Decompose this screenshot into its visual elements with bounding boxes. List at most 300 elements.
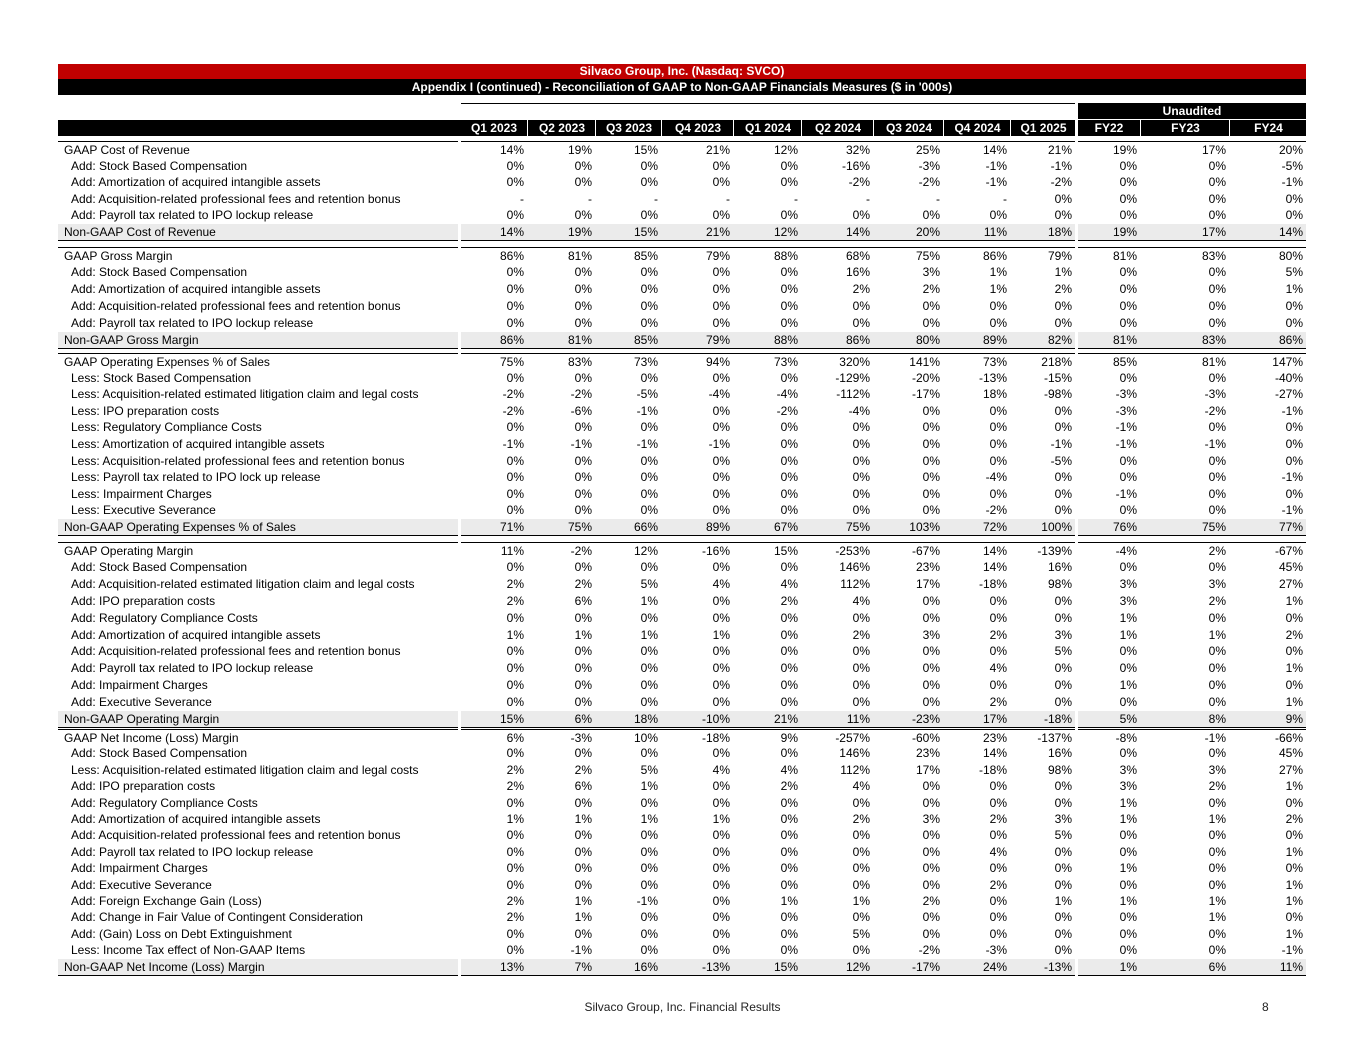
fy-gap xyxy=(1075,642,1078,660)
cell-value: 5% xyxy=(1119,712,1137,726)
cell-value: 0% xyxy=(780,470,798,485)
cell-value: 0% xyxy=(922,420,940,435)
cell-value: 0% xyxy=(1119,470,1137,485)
row-label: Non-GAAP Net Income (Loss) Margin xyxy=(64,959,265,974)
cell-value: 19% xyxy=(567,225,592,239)
cell-value: 0% xyxy=(712,265,730,279)
cell-value: -5% xyxy=(1281,158,1303,173)
cell-value: 2% xyxy=(922,894,940,908)
cell-value: 1% xyxy=(640,812,658,826)
cell-value: 86% xyxy=(1278,333,1303,347)
cell-value: 1% xyxy=(1285,593,1303,608)
cell-value: 0% xyxy=(852,503,870,518)
cell-value: 8% xyxy=(1208,712,1226,726)
cell-value: 5% xyxy=(1054,828,1072,843)
cell-value: 9% xyxy=(780,731,798,745)
cell-value: 0% xyxy=(922,453,940,468)
cell-value: -2% xyxy=(918,943,940,958)
table-row xyxy=(58,926,1306,942)
cell-value: 0% xyxy=(1119,158,1137,173)
cell-value: 83% xyxy=(1201,333,1226,347)
cell-value: 5% xyxy=(640,762,658,777)
cell-value: 0% xyxy=(1208,695,1226,710)
table-row xyxy=(58,419,1306,435)
cell-value: 81% xyxy=(1112,333,1137,347)
row-label: Add: Change in Fair Value of Contingent Consideration xyxy=(71,910,363,925)
cell-value: 0% xyxy=(1208,282,1226,296)
cell-value: 0% xyxy=(574,316,592,330)
cell-value: - xyxy=(1003,191,1007,206)
table-row xyxy=(58,877,1306,893)
cell-value: 11% xyxy=(983,225,1007,239)
cell-value: -8% xyxy=(1115,731,1137,745)
cell-value: 17% xyxy=(915,576,940,591)
table-row xyxy=(58,453,1306,469)
cell-value: 0% xyxy=(1208,175,1226,190)
cell-value: -16% xyxy=(701,544,730,558)
cell-value: 0% xyxy=(574,877,592,892)
cell-value: 0% xyxy=(1119,943,1137,958)
cell-value: 1% xyxy=(506,627,524,642)
cell-value: 14% xyxy=(982,544,1007,558)
label-gap xyxy=(458,280,461,298)
label-gap xyxy=(458,468,461,486)
cell-value: 12% xyxy=(845,959,870,974)
cell-value: 0% xyxy=(1119,910,1137,925)
cell-value: 0% xyxy=(1054,795,1072,810)
cell-value: 0% xyxy=(1208,877,1226,892)
cell-value: 0% xyxy=(506,453,524,468)
row-label: Add: Amortization of acquired intangible assets xyxy=(71,282,321,296)
cell-value: - xyxy=(588,191,592,206)
cell-value: 0% xyxy=(922,844,940,859)
cell-value: 0% xyxy=(506,316,524,330)
cell-value: 3% xyxy=(1119,576,1137,591)
cell-value: 86% xyxy=(499,333,524,347)
cell-value: 0% xyxy=(506,470,524,485)
row-label: Non-GAAP Operating Margin xyxy=(64,712,220,726)
cell-value: 0% xyxy=(1054,503,1072,518)
cell-value: 15% xyxy=(633,143,658,157)
cell-value: 0% xyxy=(780,844,798,859)
cell-value: 2% xyxy=(1208,544,1226,558)
fy-gap xyxy=(1075,558,1078,576)
cell-value: 0% xyxy=(574,610,592,625)
cell-value: 71% xyxy=(499,520,524,534)
total-row xyxy=(58,959,1306,976)
cell-value: 0% xyxy=(780,437,798,451)
cell-value: 66% xyxy=(633,520,658,534)
cell-value: 19% xyxy=(567,143,592,157)
cell-value: 0% xyxy=(640,503,658,518)
cell-value: 0% xyxy=(1285,644,1303,659)
cell-value: 0% xyxy=(922,861,940,876)
cell-value: 0% xyxy=(989,861,1007,876)
cell-value: 0% xyxy=(506,678,524,693)
table-row xyxy=(58,469,1306,485)
fy-gap xyxy=(1075,485,1078,503)
cell-value: -1% xyxy=(1050,158,1072,173)
cell-value: 9% xyxy=(1285,712,1303,726)
cell-value: 0% xyxy=(1208,370,1226,385)
cell-value: 0% xyxy=(506,208,524,223)
row-label: Non-GAAP Operating Expenses % of Sales xyxy=(64,520,296,534)
cell-value: 4% xyxy=(780,762,798,777)
cell-value: -27% xyxy=(1274,387,1303,402)
cell-value: -18% xyxy=(1043,712,1072,726)
cell-value: -3% xyxy=(1204,387,1226,402)
cell-value: 3% xyxy=(1054,627,1072,642)
row-label: Add: (Gain) Loss on Debt Extinguishment xyxy=(71,926,292,941)
row-label: Less: Regulatory Compliance Costs xyxy=(71,420,262,435)
cell-value: 0% xyxy=(922,926,940,941)
cell-value: -1% xyxy=(1204,437,1226,451)
cell-value: 0% xyxy=(640,316,658,330)
cell-value: 0% xyxy=(989,420,1007,435)
cell-value: 21% xyxy=(705,225,730,239)
cell-value: 0% xyxy=(852,610,870,625)
table-row xyxy=(58,694,1306,710)
cell-value: 79% xyxy=(705,249,730,263)
cell-value: -1% xyxy=(985,175,1007,190)
row-label: GAAP Operating Expenses % of Sales xyxy=(64,355,270,369)
cell-value: 1% xyxy=(640,779,658,794)
cell-value: 0% xyxy=(640,158,658,173)
cell-value: 0% xyxy=(712,910,730,925)
fy-gap xyxy=(1075,925,1078,943)
row-label: Less: Acquisition-related estimated litigation claim and legal costs xyxy=(71,387,419,402)
column-header: Q1 2025 xyxy=(1010,120,1076,136)
cell-value: 5% xyxy=(852,926,870,941)
cell-value: 0% xyxy=(989,593,1007,608)
total-row xyxy=(58,711,1306,728)
cell-value: -13% xyxy=(701,959,730,974)
cell-value: -2% xyxy=(570,387,592,402)
cell-value: 0% xyxy=(1054,403,1072,418)
cell-value: 0% xyxy=(712,661,730,676)
cell-value: 0% xyxy=(712,470,730,485)
cell-value: 13% xyxy=(499,959,524,974)
cell-value: 2% xyxy=(852,812,870,826)
cell-value: 21% xyxy=(773,712,798,726)
cell-value: -1% xyxy=(1281,403,1303,418)
cell-value: 1% xyxy=(506,812,524,826)
cell-value: 2% xyxy=(989,812,1007,826)
cell-value: 25% xyxy=(915,143,940,157)
cell-value: 0% xyxy=(712,844,730,859)
row-label: Add: Foreign Exchange Gain (Loss) xyxy=(71,894,262,908)
total-row xyxy=(58,519,1306,536)
header-gap xyxy=(1075,119,1078,137)
cell-value: 0% xyxy=(506,282,524,296)
cell-value: 0% xyxy=(712,943,730,958)
cell-value: 0% xyxy=(712,559,730,574)
cell-value: 14% xyxy=(1278,225,1303,239)
cell-value: -1% xyxy=(1050,437,1072,451)
cell-value: 0% xyxy=(1119,299,1137,313)
column-header: Q2 2024 xyxy=(801,120,874,136)
cell-value: 0% xyxy=(506,486,524,501)
cell-value: 14% xyxy=(845,225,870,239)
cell-value: 0% xyxy=(1208,926,1226,941)
cell-value: 0% xyxy=(780,299,798,313)
cell-value: 6% xyxy=(574,779,592,794)
cell-value: 0% xyxy=(640,910,658,925)
cell-value: 73% xyxy=(982,355,1007,369)
cell-value: 0% xyxy=(712,175,730,190)
table-row xyxy=(58,502,1306,518)
fy-gap xyxy=(1075,575,1078,593)
label-gap xyxy=(458,592,461,610)
fy-gap xyxy=(1075,402,1078,420)
cell-value: 6% xyxy=(574,712,592,726)
fy-gap xyxy=(1075,369,1078,387)
cell-value: 2% xyxy=(1285,627,1303,642)
cell-value: 2% xyxy=(989,877,1007,892)
cell-value: 0% xyxy=(989,403,1007,418)
label-gap xyxy=(458,777,461,795)
cell-value: 0% xyxy=(1119,559,1137,574)
cell-value: 0% xyxy=(1285,861,1303,876)
cell-value: 0% xyxy=(574,470,592,485)
row-label: Less: Income Tax effect of Non-GAAP Items xyxy=(71,943,306,958)
cell-value: 0% xyxy=(1054,593,1072,608)
cell-value: 11% xyxy=(500,544,524,558)
row-label: Less: Stock Based Compensation xyxy=(71,370,252,385)
cell-value: 0% xyxy=(640,844,658,859)
cell-value: 0% xyxy=(712,420,730,435)
cell-value: 4% xyxy=(712,576,730,591)
cell-value: 0% xyxy=(1119,695,1137,710)
table-row xyxy=(58,942,1306,958)
cell-value: 3% xyxy=(1119,779,1137,794)
cell-value: 0% xyxy=(1208,828,1226,843)
total-row xyxy=(58,224,1306,241)
cell-value: 0% xyxy=(712,828,730,843)
table-row xyxy=(58,593,1306,609)
cell-value: 1% xyxy=(574,894,592,908)
cell-value: 0% xyxy=(780,877,798,892)
cell-value: 0% xyxy=(506,559,524,574)
cell-value: 0% xyxy=(852,299,870,313)
cell-value: 0% xyxy=(780,812,798,826)
cell-value: 0% xyxy=(1054,678,1072,693)
cell-value: 0% xyxy=(922,593,940,608)
cell-value: 0% xyxy=(712,593,730,608)
cell-value: 0% xyxy=(1119,175,1137,190)
cell-value: 0% xyxy=(780,158,798,173)
table-row xyxy=(58,893,1306,909)
cell-value: 0% xyxy=(852,453,870,468)
cell-value: 0% xyxy=(1054,877,1072,892)
table-row xyxy=(58,827,1306,843)
cell-value: -1% xyxy=(1115,486,1137,501)
cell-value: 0% xyxy=(922,678,940,693)
cell-value: 0% xyxy=(780,746,798,761)
cell-value: 0% xyxy=(989,795,1007,810)
cell-value: 0% xyxy=(640,208,658,223)
cell-value: 1% xyxy=(1285,894,1303,908)
cell-value: 17% xyxy=(1201,143,1226,157)
cell-value: 0% xyxy=(640,610,658,625)
fy-gap xyxy=(1075,659,1078,677)
cell-value: 0% xyxy=(574,926,592,941)
cell-value: 2% xyxy=(780,593,798,608)
label-gap xyxy=(458,223,461,241)
cell-value: 1% xyxy=(1208,627,1226,642)
cell-value: 0% xyxy=(780,610,798,625)
cell-value: 80% xyxy=(915,333,940,347)
table-row xyxy=(58,576,1306,592)
fy-gap xyxy=(1075,876,1078,894)
cell-value: 2% xyxy=(506,762,524,777)
cell-value: -2% xyxy=(985,503,1007,518)
cell-value: 0% xyxy=(1208,861,1226,876)
cell-value: 45% xyxy=(1278,746,1303,761)
cell-value: 75% xyxy=(499,355,524,369)
cell-value: 19% xyxy=(1112,143,1137,157)
cell-value: 0% xyxy=(780,910,798,925)
cell-value: 0% xyxy=(574,453,592,468)
cell-value: 0% xyxy=(1054,299,1072,313)
cell-value: 2% xyxy=(506,910,524,925)
cell-value: 0% xyxy=(1119,877,1137,892)
fy-gap xyxy=(1075,794,1078,812)
fy-gap xyxy=(1075,826,1078,844)
table-row xyxy=(58,729,1306,746)
column-header: Q2 2023 xyxy=(527,120,596,136)
cell-value: 0% xyxy=(712,316,730,330)
cell-value: 83% xyxy=(567,355,592,369)
cell-value: 0% xyxy=(712,695,730,710)
cell-value: 0% xyxy=(922,644,940,659)
cell-value: 0% xyxy=(922,503,940,518)
cell-value: 2% xyxy=(1208,779,1226,794)
fy-gap xyxy=(1075,518,1078,536)
fy-gap xyxy=(1075,223,1078,241)
cell-value: 2% xyxy=(574,762,592,777)
cell-value: 112% xyxy=(840,762,870,777)
header-rule xyxy=(461,103,1075,104)
table-row xyxy=(58,141,1306,158)
row-label: Add: Acquisition-related professional fees and retention bonus xyxy=(71,828,401,843)
cell-value: 0% xyxy=(1054,470,1072,485)
cell-value: 0% xyxy=(780,486,798,501)
table-row xyxy=(58,158,1306,174)
label-gap xyxy=(458,761,461,779)
cell-value: 0% xyxy=(1119,208,1137,223)
cell-value: 3% xyxy=(922,265,940,279)
cell-value: 0% xyxy=(780,175,798,190)
cell-value: 1% xyxy=(1119,610,1137,625)
cell-value: 0% xyxy=(780,453,798,468)
cell-value: -2% xyxy=(1204,403,1226,418)
cell-value: 0% xyxy=(1208,158,1226,173)
cell-value: 0% xyxy=(574,844,592,859)
cell-value: 0% xyxy=(852,910,870,925)
cell-value: 0% xyxy=(1208,265,1226,279)
cell-value: 1% xyxy=(1054,894,1072,908)
label-gap xyxy=(458,941,461,959)
cell-value: 0% xyxy=(1208,610,1226,625)
cell-value: 0% xyxy=(640,644,658,659)
label-gap xyxy=(458,369,461,387)
row-label: Add: Acquisition-related professional fees and retention bonus xyxy=(71,191,401,206)
cell-value: 0% xyxy=(640,420,658,435)
cell-value: 0% xyxy=(780,282,798,296)
cell-value: 2% xyxy=(506,576,524,591)
table-row xyxy=(58,860,1306,876)
cell-value: 1% xyxy=(1119,795,1137,810)
label-gap xyxy=(458,744,461,762)
cell-value: 0% xyxy=(506,844,524,859)
cell-value: 82% xyxy=(1047,333,1072,347)
cell-value: 23% xyxy=(982,731,1007,745)
fy-gap xyxy=(1075,744,1078,762)
column-header: FY22 xyxy=(1094,121,1124,135)
fy-gap xyxy=(1075,693,1078,711)
cell-value: 0% xyxy=(780,926,798,941)
cell-value: 0% xyxy=(922,877,940,892)
cell-value: 0% xyxy=(852,644,870,659)
cell-value: 0% xyxy=(1119,191,1137,206)
cell-value: - xyxy=(520,191,524,206)
cell-value: 0% xyxy=(574,678,592,693)
cell-value: 0% xyxy=(1119,844,1137,859)
cell-value: 0% xyxy=(1119,503,1137,518)
cell-value: 141% xyxy=(909,355,940,369)
cell-value: 0% xyxy=(506,661,524,676)
cell-value: 5% xyxy=(640,576,658,591)
row-label: GAAP Cost of Revenue xyxy=(64,143,190,157)
cell-value: 0% xyxy=(989,828,1007,843)
cell-value: 0% xyxy=(574,861,592,876)
cell-value: -13% xyxy=(978,370,1007,385)
cell-value: 0% xyxy=(922,316,940,330)
row-label: Add: Stock Based Compensation xyxy=(71,559,248,574)
table-row xyxy=(58,542,1306,559)
cell-value: 0% xyxy=(852,844,870,859)
cell-value: -15% xyxy=(1043,370,1072,385)
cell-value: 0% xyxy=(1054,910,1072,925)
cell-value: 75% xyxy=(845,520,870,534)
label-gap xyxy=(458,958,461,976)
fy-gap xyxy=(1075,810,1078,828)
cell-value: -16% xyxy=(841,158,870,173)
cell-value: 0% xyxy=(574,208,592,223)
cell-value: -4% xyxy=(776,387,798,402)
fy-gap xyxy=(1075,941,1078,959)
cell-value: 2% xyxy=(852,627,870,642)
cell-value: 4% xyxy=(989,844,1007,859)
cell-value: 0% xyxy=(640,943,658,958)
cell-value: 0% xyxy=(1285,437,1303,451)
cell-value: 0% xyxy=(1208,316,1226,330)
cell-value: 0% xyxy=(1285,795,1303,810)
cell-value: 17% xyxy=(1201,225,1226,239)
fy-gap xyxy=(1075,859,1078,877)
cell-value: 0% xyxy=(922,779,940,794)
table-row xyxy=(58,559,1306,575)
cell-value: 14% xyxy=(982,746,1007,761)
cell-value: 0% xyxy=(1208,503,1226,518)
cell-value: 1% xyxy=(1119,812,1137,826)
cell-value: 14% xyxy=(499,143,524,157)
cell-value: 112% xyxy=(840,576,870,591)
cell-value: 0% xyxy=(506,265,524,279)
cell-value: 0% xyxy=(852,661,870,676)
cell-value: 0% xyxy=(1208,486,1226,501)
